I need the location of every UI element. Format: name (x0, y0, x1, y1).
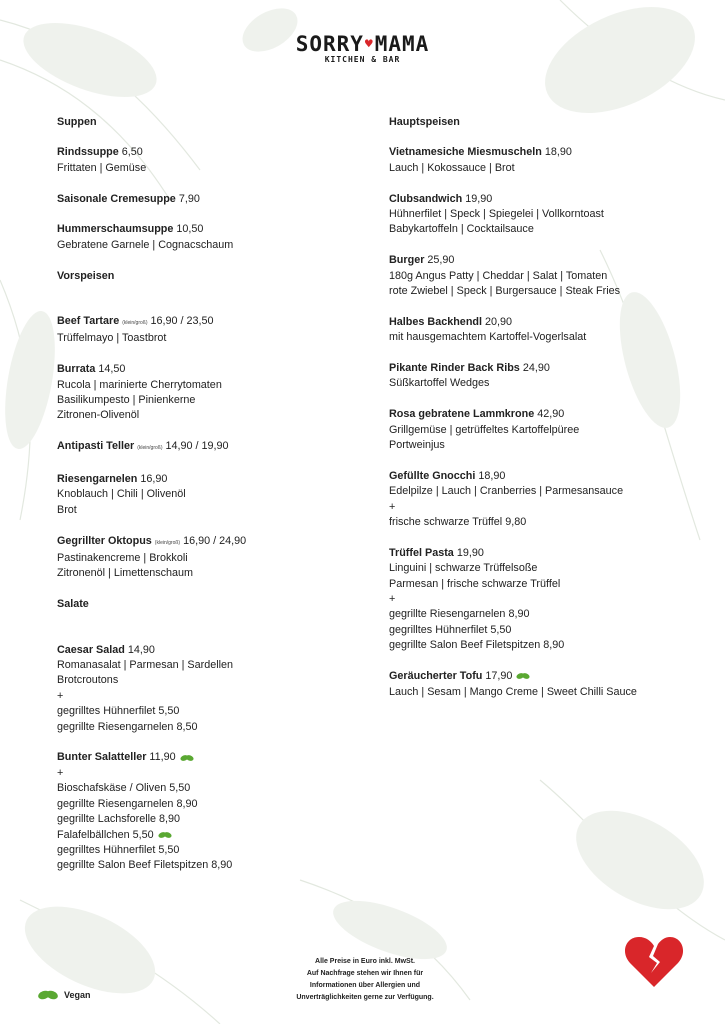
dish-name: Burrata (57, 363, 96, 376)
dish-name: Antipasti Teller (57, 440, 135, 453)
dish-price: 25,90 (427, 254, 455, 267)
dish-description-text: Brotcroutons (57, 674, 119, 687)
dish-description (57, 378, 357, 393)
vegan-legend (38, 989, 91, 1001)
dish-price: 17,90 (485, 670, 513, 683)
dish-description (389, 607, 709, 622)
menu-item-header (57, 362, 357, 377)
dish-description (389, 577, 709, 592)
dish-price: 7,90 (178, 192, 200, 205)
dish-description-text: Grillgemüse | getrüffeltes Kartoffelpüree (389, 423, 580, 436)
menu-item (57, 362, 357, 424)
dish-description-text: mit hausgemachtem Kartoffel-Vogerlsalat (389, 331, 587, 344)
dish-description (57, 828, 357, 843)
dish-description-text: gegrillte Lachsforelle 8,90 (57, 813, 181, 826)
dish-price: 10,50 (176, 223, 204, 236)
menu-item-header (57, 643, 357, 658)
dish-description-text: gegrillte Salon Beef Filetspitzen 8,90 (389, 639, 565, 652)
price-notice-line: Auf Nachfrage stehen wir Ihnen für (306, 970, 424, 977)
dish-description-text: Hühnerfilet | Speck | Spiegelei | Vollkorntoast (389, 208, 604, 221)
menu-item-header (57, 472, 357, 487)
dish-description (389, 484, 709, 499)
section-title: Salate (57, 598, 89, 611)
broken-heart-icon (624, 935, 684, 989)
dish-description (57, 689, 357, 704)
dish-price: 19,90 (465, 192, 493, 205)
dish-price: 19,90 (456, 546, 484, 559)
dish-description-text: Babykartoffeln | Cocktailsauce (389, 223, 534, 236)
dish-description (389, 222, 709, 237)
dish-description (57, 393, 357, 408)
dish-description-text: Lauch | Kokossauce | Brot (389, 161, 515, 174)
leaf-icon (180, 754, 194, 762)
dish-price: 14,50 (98, 363, 126, 376)
dish-name: Rosa gebratene Lammkrone (389, 408, 535, 421)
menu-column-right (389, 115, 709, 715)
dish-description (57, 487, 357, 502)
menu-item (389, 145, 709, 176)
heart-icon: ♥ (364, 37, 374, 52)
dish-description-text: gegrilltes Hühnerfilet 5,50 (57, 843, 180, 856)
menu-item (57, 472, 357, 518)
vegan-legend-label: Vegan (64, 990, 91, 1000)
dish-description-text: Portweinjus (389, 439, 445, 452)
dish-description (57, 331, 357, 346)
dish-description (57, 720, 357, 735)
dish-description (57, 503, 357, 518)
menu-item (57, 534, 357, 582)
dish-name: Rindssuppe (57, 146, 119, 159)
menu-item (389, 361, 709, 392)
dish-description-text: gegrillte Riesengarnelen 8,90 (389, 608, 530, 621)
restaurant-logo (0, 32, 725, 64)
dish-price: 14,90 (127, 643, 155, 656)
dish-description-text: Knoblauch | Chili | Olivenöl (57, 488, 186, 501)
dish-description (57, 843, 357, 858)
logo-word-right: MAMA (374, 32, 430, 56)
dish-description-text: Trüffelmayo | Toastbrot (57, 332, 167, 345)
price-notice (270, 956, 460, 1004)
dish-description (389, 161, 709, 176)
dish-description (57, 704, 357, 719)
menu-item-header (57, 192, 357, 207)
menu-item (389, 546, 709, 654)
dish-description (389, 685, 709, 700)
dish-description (57, 566, 357, 581)
dish-name: Saisonale Cremesuppe (57, 192, 176, 205)
menu-item (57, 145, 357, 176)
dish-price: 14,90 / 19,90 (165, 440, 229, 453)
menu-item-header (389, 361, 709, 376)
dish-name: Pikante Rinder Back Ribs (389, 362, 520, 375)
dish-description (57, 238, 357, 253)
dish-description-text: Parmesan | frische schwarze Trüffel (389, 577, 561, 590)
menu-item (57, 222, 357, 253)
menu-item-header (57, 439, 357, 456)
dish-description (57, 766, 357, 781)
price-notice-line: Unverträglichkeiten gerne zur Verfügung. (296, 994, 434, 1001)
dish-description (389, 592, 709, 607)
dish-price: 16,90 / 24,90 (183, 534, 247, 547)
menu-item (57, 750, 357, 873)
size-note: (klein/groß) (122, 320, 148, 327)
dish-description-text: Basilikumpesto | Pinienkerne (57, 394, 196, 407)
dish-price: 20,90 (485, 315, 513, 328)
dish-description-text: Pastinakencreme | Brokkoli (57, 552, 188, 565)
dish-name: Gefüllte Gnocchi (389, 469, 476, 482)
leaf-icon (38, 989, 58, 1001)
dish-price: 18,90 (478, 469, 506, 482)
dish-description-text: + (57, 689, 64, 702)
dish-description-text: Brot (57, 503, 77, 516)
logo-wordmark (0, 32, 725, 56)
dish-description-text: gegrilltes Hühnerfilet 5,50 (389, 623, 512, 636)
dish-description (389, 500, 709, 515)
dish-name: Halbes Backhendl (389, 315, 483, 328)
dish-description-text: Zitronenöl | Limettenschaum (57, 567, 194, 580)
dish-name: Geräucherter Tofu (389, 670, 483, 683)
dish-description (389, 515, 709, 530)
dish-description-text: Süßkartoffel Wedges (389, 377, 490, 390)
dish-description (57, 781, 357, 796)
dish-description (57, 673, 357, 688)
dish-description-text: gegrillte Salon Beef Filetspitzen 8,90 (57, 859, 233, 872)
dish-description-text: gegrillte Riesengarnelen 8,90 (57, 797, 198, 810)
dish-name: Riesengarnelen (57, 473, 138, 486)
menu-item (389, 192, 709, 238)
dish-name: Trüffel Pasta (389, 546, 454, 559)
menu-item-header (57, 145, 357, 160)
menu-item (57, 439, 357, 456)
dish-description (389, 376, 709, 391)
menu-item-header (57, 750, 357, 765)
dish-description-text: gegrilltes Hühnerfilet 5,50 (57, 705, 180, 718)
menu-item-header (389, 192, 709, 207)
menu-item-header (389, 145, 709, 160)
menu-item (389, 253, 709, 299)
dish-description (389, 423, 709, 438)
price-notice-line: Alle Preise in Euro inkl. MwSt. (315, 958, 415, 965)
dish-description (389, 330, 709, 345)
price-notice-line: Informationen über Allergien und (309, 982, 421, 989)
dish-description (57, 812, 357, 827)
leaf-icon (516, 672, 530, 680)
dish-description-text: Edelpilze | Lauch | Cranberries | Parmesansauce (389, 485, 624, 498)
dish-description (389, 623, 709, 638)
dish-description (389, 284, 709, 299)
section-title: Suppen (57, 116, 97, 128)
dish-description-text: Bioschafskäse / Oliven 5,50 (57, 782, 191, 795)
dish-name: Bunter Salatteller (57, 751, 147, 764)
section-title: Hauptspeisen (389, 116, 460, 128)
dish-description-text: Rucola | marinierte Cherrytomaten (57, 378, 222, 391)
dish-description-text: Lauch | Sesam | Mango Creme | Sweet Chilli Sauce (389, 685, 637, 698)
dish-price: 16,90 / 23,50 (150, 315, 214, 328)
section-title: Vorspeisen (57, 269, 115, 282)
dish-name: Gegrillter Oktopus (57, 534, 152, 547)
dish-description (57, 161, 357, 176)
dish-description-text: 180g Angus Patty | Cheddar | Salat | Tomaten (389, 269, 608, 282)
menu-item-header (389, 315, 709, 330)
dish-description (57, 858, 357, 873)
dish-description (389, 269, 709, 284)
dish-price: 11,90 (149, 751, 176, 764)
menu-item (389, 669, 709, 700)
menu-item (389, 407, 709, 453)
menu-item (57, 192, 357, 207)
dish-description-text: Romanasalat | Parmesan | Sardellen (57, 659, 234, 672)
dish-description (57, 408, 357, 423)
dish-description-text: Frittaten | Gemüse (57, 161, 147, 174)
dish-description-text: + (57, 766, 64, 779)
dish-description (389, 561, 709, 576)
dish-name: Burger (389, 254, 425, 267)
logo-word-left: SORRY (295, 32, 364, 56)
dish-description (57, 797, 357, 812)
dish-description-text: gegrillte Riesengarnelen 8,50 (57, 720, 198, 733)
dish-description (389, 207, 709, 222)
dish-name: Hummerschaumsuppe (57, 223, 174, 236)
dish-price: 24,90 (522, 362, 550, 375)
menu-item-header (389, 669, 709, 684)
dish-name: Beef Tartare (57, 315, 120, 328)
dish-description-text: Gebratene Garnele | Cognacschaum (57, 238, 234, 251)
dish-price: 18,90 (544, 146, 572, 159)
dish-description-text: Falafelbällchen 5,50 (57, 828, 154, 841)
menu-item-header (389, 469, 709, 484)
dish-description (389, 438, 709, 453)
dish-price: 6,50 (121, 146, 143, 159)
menu-item (57, 643, 357, 735)
dish-description-text: Zitronen-Olivenöl (57, 409, 140, 422)
dish-description (57, 551, 357, 566)
dish-description-text: frische schwarze Trüffel 9,80 (389, 516, 527, 529)
menu-item-header (389, 546, 709, 561)
size-note: (klein/groß) (154, 539, 181, 546)
dish-name: Clubsandwich (389, 192, 463, 205)
menu-item-header (57, 534, 357, 551)
menu-item (389, 315, 709, 346)
menu-item (389, 469, 709, 531)
dish-description-text: Linguini | schwarze Trüffelsoße (389, 562, 538, 575)
dish-description-text: rote Zwiebel | Speck | Burgersauce | Steak Fries (389, 285, 621, 298)
menu-item-header (389, 253, 709, 268)
dish-description (57, 658, 357, 673)
dish-description (389, 638, 709, 653)
dish-name: Caesar Salad (57, 643, 125, 656)
logo-subtitle: KITCHEN & BAR (324, 55, 401, 64)
menu-item-header (57, 222, 357, 237)
menu-item-header (57, 314, 357, 331)
dish-description-text: + (389, 500, 396, 513)
dish-price: 16,90 (140, 473, 168, 486)
menu-item (57, 314, 357, 347)
dish-price: 42,90 (537, 408, 565, 421)
menu-column-left (57, 115, 357, 889)
menu-item-header (389, 407, 709, 422)
leaf-icon (158, 831, 172, 839)
dish-name: Vietnamesiche Miesmuscheln (389, 146, 542, 159)
dish-description-text: + (389, 593, 396, 606)
size-note: (klein/groß) (137, 445, 163, 452)
